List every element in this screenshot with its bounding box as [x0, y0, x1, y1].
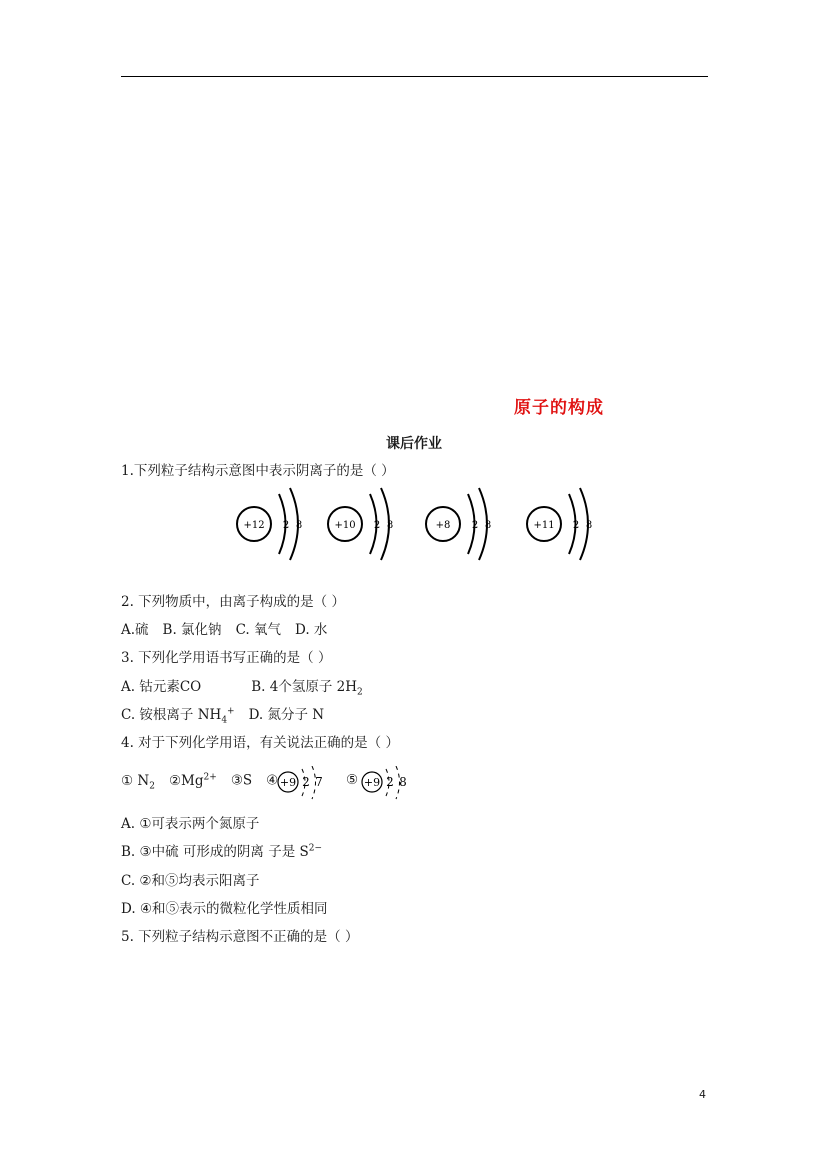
page-number: 4 [699, 1088, 706, 1101]
option-d: D. 水 [295, 622, 328, 638]
diagram-d-nucleus: +11 [533, 520, 555, 531]
question-3-options-cd [121, 703, 324, 726]
diagram-b-shell-2: 8 [386, 520, 394, 531]
question-1: 1.下列粒子结构示意图中表示阴离子的是（ ） [121, 463, 395, 479]
symbol-5-label: ⑤ [346, 772, 359, 788]
symbol-3: ③S [230, 772, 253, 789]
option-c: C. 氧气 [235, 622, 281, 638]
question-2-options [121, 618, 327, 638]
question-3: 3. 下列化学用语书写正确的是（ ） [121, 650, 332, 666]
diagram-a-shell-1: 2 [282, 520, 290, 531]
q1-structure-diagrams [230, 486, 600, 572]
question-3-options-ab [121, 675, 363, 698]
diagram-b-nucleus: +10 [334, 520, 356, 531]
svg-text:7: 7 [315, 775, 323, 789]
svg-text:8: 8 [399, 775, 407, 789]
symbol-5-diagram [360, 766, 414, 802]
diagram-c [426, 488, 491, 572]
symbol-1: ① $N_2$ [121, 772, 155, 792]
symbol-4-diagram [276, 766, 330, 802]
diagram-c-shell-2: 8 [484, 520, 492, 531]
svg-text:+9: +9 [279, 776, 297, 789]
option-d: D. 氮分子 N [248, 707, 325, 723]
diagram-c-nucleus: +8 [435, 520, 451, 531]
diagram-b [328, 488, 393, 572]
svg-text:+9: +9 [363, 776, 381, 789]
diagram-d [527, 488, 592, 572]
question-4-symbols [121, 772, 278, 791]
question-4-option-a: A. ①可表示两个氮原子 [121, 816, 260, 832]
question-4-option-d: D. ④和⑤表示的微粒化学性质相同 [121, 901, 328, 917]
question-2: 2. 下列物质中，由离子构成的是（ ） [121, 594, 345, 610]
page-title: 原子的构成 [514, 398, 604, 418]
symbol-2: $②Mg^{2+}$ [168, 772, 217, 789]
diagram-d-shell-1: 2 [572, 520, 580, 531]
diagram-a-nucleus: +12 [243, 520, 265, 531]
svg-text:2: 2 [386, 775, 394, 789]
option-b: B. 氯化钠 [162, 622, 222, 638]
diagram-a [237, 488, 302, 572]
option-a: A. 钴元素CO [121, 679, 202, 695]
question-4-option-c: C. ②和⑤均表示阳离子 [121, 873, 260, 889]
option-a: A.硫 [121, 622, 149, 638]
question-4: 4. 对于下列化学用语，有关说法正确的是（ ） [121, 735, 399, 751]
svg-text:2: 2 [302, 775, 310, 789]
diagram-c-shell-1: 2 [471, 520, 479, 531]
diagram-b-shell-1: 2 [373, 520, 381, 531]
header-rule [121, 76, 708, 77]
option-b: B. 4个氢原子 $2H_2$ [251, 679, 363, 698]
question-4-option-b: B. ③中硫 可形成的阴离 子是 $S^{2-}$ [121, 843, 323, 860]
diagram-a-shell-2: 8 [295, 520, 303, 531]
question-5: 5. 下列粒子结构示意图不正确的是（ ） [121, 929, 359, 945]
diagram-d-shell-2: 8 [585, 520, 593, 531]
option-c: C. 铵根离子 $NH_4^+$ [121, 706, 235, 726]
symbol-4-label: ④ [266, 772, 279, 789]
section-subtitle: 课后作业 [386, 436, 442, 452]
